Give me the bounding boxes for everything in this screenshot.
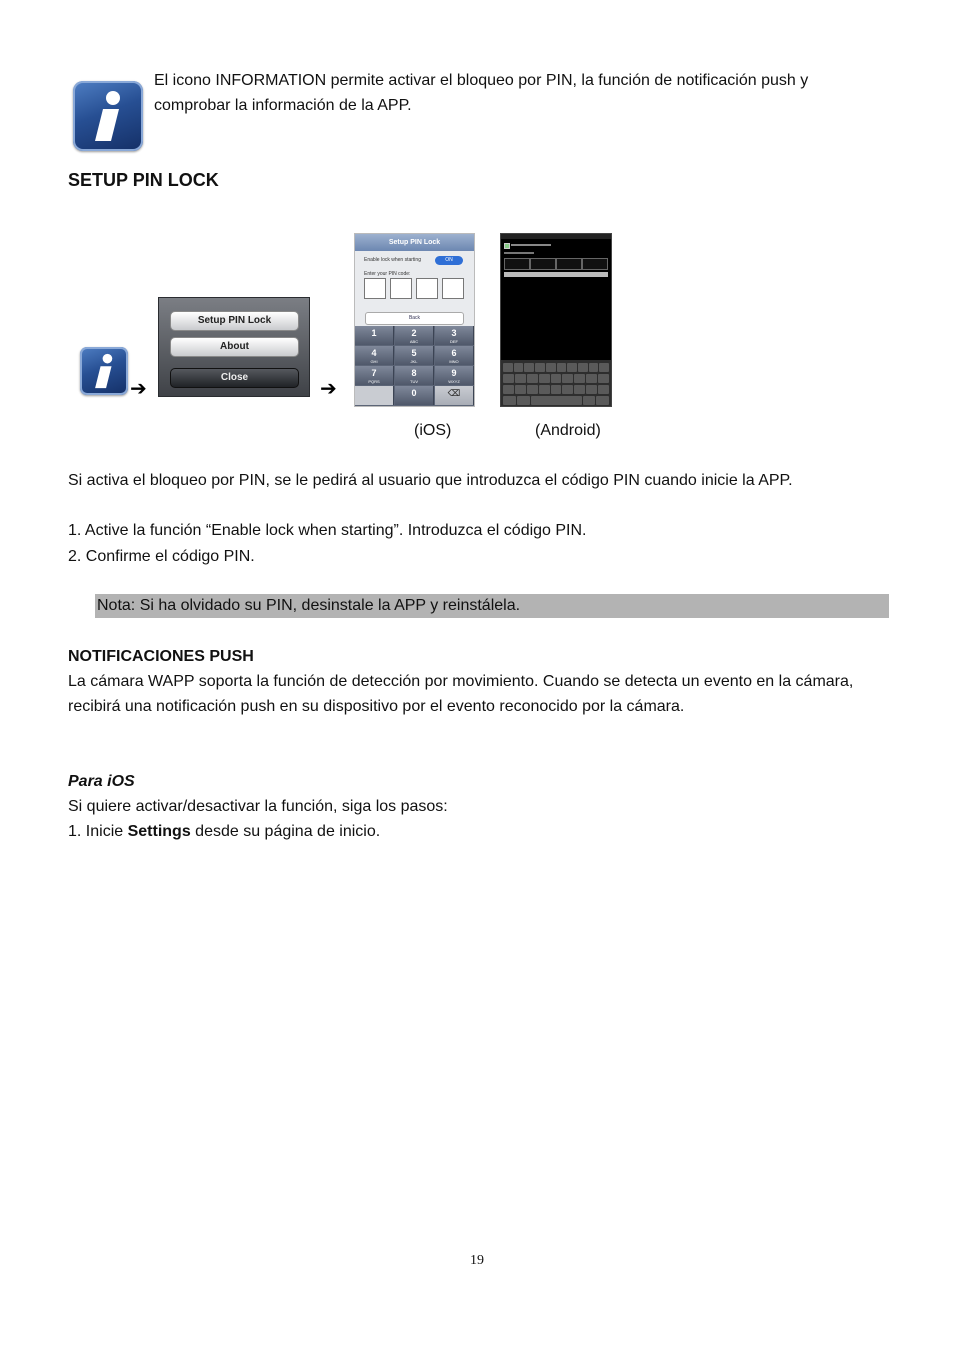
section-title-ios: Para iOS: [68, 773, 135, 790]
key-number: 6: [451, 348, 457, 358]
key-letters: GHI: [370, 359, 378, 364]
arrow-right-icon: ➔: [320, 378, 337, 400]
android-keyboard: [501, 360, 611, 406]
android-screenshot: [500, 233, 612, 407]
key-number: 8: [411, 368, 417, 378]
pin-box-3[interactable]: [416, 278, 438, 299]
key-letters: WXYZ: [448, 379, 460, 384]
menu-item-setup-pin-lock[interactable]: Setup PIN Lock: [170, 311, 299, 331]
ios-toggle[interactable]: [435, 256, 463, 265]
arrow-right-icon: ➔: [130, 378, 147, 400]
key-letters: MNO: [449, 359, 459, 364]
information-icon-small: [80, 347, 128, 395]
push-text-line-1: La cámara WAPP soporta la función de detección por movimiento. Cuando se detecta un evento en la cámara,: [68, 673, 854, 690]
paragraph-pin: Si activa el bloqueo por PIN, se le pedirá al usuario que introduzca el código PIN cuando inicie la APP.: [68, 472, 793, 489]
ios-title-bar: Setup PIN Lock: [355, 234, 474, 251]
keypad-key[interactable]: [355, 326, 394, 345]
keypad-key[interactable]: [435, 326, 474, 345]
menu-item-about[interactable]: About: [170, 337, 299, 357]
ios-keypad: [355, 326, 474, 406]
keypad-key[interactable]: [395, 346, 434, 365]
keypad-key[interactable]: [435, 366, 474, 385]
information-icon: [73, 81, 143, 151]
key-number: 9: [451, 368, 457, 378]
backspace-icon: ⌫: [447, 388, 461, 398]
android-pin-line: [504, 252, 534, 254]
keypad-key[interactable]: [395, 326, 434, 345]
key-number: 2: [411, 328, 417, 338]
page-number: 19: [470, 1253, 484, 1268]
android-pin-field[interactable]: [530, 258, 556, 270]
key-number: 3: [451, 328, 457, 338]
section-title-setup-pin-lock: SETUP PIN LOCK: [68, 170, 219, 190]
android-checkbox[interactable]: [504, 243, 510, 249]
ios-step-1: [68, 819, 380, 844]
ios-enable-label: Enable lock when starting: [364, 257, 421, 263]
intro-text: El icono INFORMATION permite activar el bloqueo por PIN, la función de notificación push y comprobar la información de la APP.: [154, 72, 809, 114]
keypad-key-blank: [355, 386, 394, 405]
caption-android: (Android): [535, 422, 601, 439]
push-text-line-2: recibirá una notificación push en su dispositivo por el evento reconocido por la cámara.: [68, 698, 685, 715]
keypad-key[interactable]: [355, 366, 394, 385]
keypad-key[interactable]: [355, 346, 394, 365]
key-letters: TUV: [410, 379, 418, 384]
keypad-key-delete[interactable]: [435, 386, 474, 405]
key-number: 7: [371, 368, 377, 378]
ios-toggle-label: ON: [445, 257, 453, 263]
android-pin-field[interactable]: [582, 258, 608, 270]
key-number: 0: [411, 388, 417, 398]
keypad-key[interactable]: [395, 386, 434, 405]
step-1: 1. Active la función “Enable lock when starting”. Introduzca el código PIN.: [68, 522, 587, 539]
menu-screenshot: [158, 297, 310, 397]
ios-step-1-suffix: desde su página de inicio.: [190, 823, 381, 840]
android-status-bar: [501, 234, 611, 239]
android-pin-field[interactable]: [556, 258, 582, 270]
key-number: 1: [371, 328, 377, 338]
ios-step-1-settings: Settings: [127, 823, 191, 840]
ios-instructions: Si quiere activar/desactivar la función, siga los pasos:: [68, 798, 448, 815]
ios-pin-label: Enter your PIN code:: [364, 271, 411, 277]
caption-ios: (iOS): [414, 422, 452, 439]
menu-item-close[interactable]: Close: [170, 368, 299, 388]
key-letters: JKL: [410, 359, 418, 364]
pin-box-4[interactable]: [442, 278, 464, 299]
ios-screenshot: [354, 233, 475, 407]
keypad-key[interactable]: [435, 346, 474, 365]
android-back-button[interactable]: [504, 272, 608, 277]
key-number: 5: [411, 348, 417, 358]
android-pin-field[interactable]: [504, 258, 530, 270]
pin-box-2[interactable]: [390, 278, 412, 299]
key-letters: PQRS: [368, 379, 380, 384]
keypad-key[interactable]: [395, 366, 434, 385]
ios-step-1-prefix: 1. Inicie: [68, 823, 128, 840]
pin-box-1[interactable]: [364, 278, 386, 299]
android-enable-line: [511, 244, 551, 246]
step-2: 2. Confirme el código PIN.: [68, 548, 255, 565]
key-letters: ABC: [409, 339, 419, 344]
ios-back-button[interactable]: Back: [365, 312, 464, 325]
key-letters: DEF: [450, 339, 458, 344]
note-box: Nota: Si ha olvidado su PIN, desinstale la APP y reinstálela.: [95, 594, 889, 618]
section-title-push: NOTIFICACIONES PUSH: [68, 648, 254, 665]
key-number: 4: [371, 348, 377, 358]
